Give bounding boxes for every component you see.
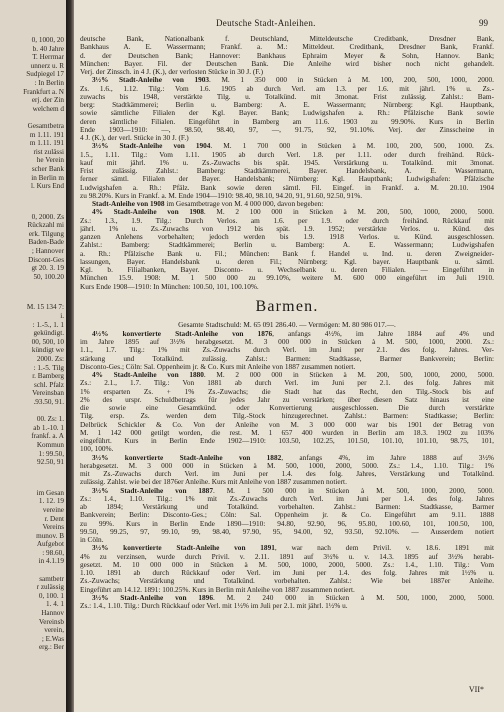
left-page-line: schl. Pfalz — [34, 380, 64, 389]
text-line: Zahlst.: Bamberg: Stadtkämmerei; Berlin u. Bamberg: A. E. Wassermann; Ludwigshafen — [80, 241, 494, 250]
text-line: gesetzt. M. 10 000 000 in Stücken à M. 500, 1000, 2000, 5000. Zs.: 1.4., 1.10. Tilg.: Vom — [80, 560, 494, 569]
text-line: berg: Stadtkämmerei; Berlin u. Bamberg: A. E. Wassermann; Nürnberg: Kgl. Hauptbank, — [80, 101, 494, 109]
left-page-line: : 1.-5., 1. 1 — [32, 320, 64, 329]
text-line: zu 99%. Kurs in Berlin Ende 1890—1910: 94.80, 92.90, 96, 95.80, 100.60, 101, 100.50, 100, — [80, 519, 494, 528]
left-page-line: Kommun — [36, 440, 64, 449]
left-page-line: l. Kurs End — [31, 182, 64, 191]
text-line: ab 1894; Verstärkung und Totalkünd. vorbehalten. Zahlst.: Barmen: Stadtkasse, Barmer — [80, 503, 494, 511]
text-line: 4 J. (K.), der verl. Stücke in 30 J. (F.) — [80, 134, 189, 142]
left-page-line: erg.: Ber — [38, 643, 64, 652]
section-title-barmen: Barmen. — [255, 297, 319, 315]
left-page-line: 50, 100.20 — [33, 272, 64, 281]
left-page-line — [2, 407, 64, 416]
text-line: 2% des urspr. Schuldbetrags für jedes Jahr zu verstärken; über diesen Satz hinaus ist eine — [80, 395, 494, 404]
left-page-line: i. — [60, 312, 64, 321]
left-page-line: Sudpiegel 17 — [26, 70, 64, 79]
left-page-line: Vereinsban — [32, 389, 64, 398]
text-line: Tilg. ersp. Zs. werden dem Tilg.-Stock hinzugerechnet. Zahlst.: Barmen: Stadtkasse; Berlin: — [80, 412, 494, 421]
left-page-line: : 1.-5. Tilg — [33, 363, 64, 372]
text-line: München 15.9. 1908: M. 1 500 000 zu 99.10%, weitere M. 600 000 eingeführt im Juli 1910. — [80, 274, 494, 283]
text-line: 1.10. 1891 ab durch Rückkauf oder Verl. im Juni per 1.4. des folg. Jahres mit 1½% u. — [80, 569, 494, 577]
text-line: Zs.: 1.3., 1.9. Tilg.: Durch Verlos. am 1.6. per 1.9. oder durch freihänd. Rückkauf mit — [80, 216, 494, 225]
text-line: Stadt-Anleihe von 1908 im Gesamtbetrage von M. 4 000 000, davon begeben: — [92, 200, 324, 208]
text-line: Kurs Ende 1908—1910: In München: 100.50, 101, 100.10%. — [80, 282, 259, 291]
text-line: zulässig. Zahlst. wie bei der 1876er Anleihe. Kurs mit Anleihe von 1887 zusammen notiert. — [80, 478, 347, 487]
text-line: 3½% konvertierte Stadt-Anleihe von 1891, war nach dem Privil. v. 18.6. 1891 mit — [92, 544, 494, 553]
left-page-line: Vereins — [42, 523, 64, 532]
text-line: deren sämtliche Filialen. Eingeführt in Bamberg am 11.6. 1903 zu 99.90%. Kurs in Berlin — [80, 117, 494, 126]
page-content — [80, 35, 494, 610]
left-page-line: Vereinsb — [38, 617, 64, 626]
left-page-line: 0, 100. 1 — [38, 591, 64, 600]
left-page-line: 00, 500, 10 — [31, 337, 64, 346]
text-line: zuwachs bis 1948, verstärkte Tilg. u. Totalkünd. mit 3monat. Frist zulässig. Zahlst.: Bam- — [80, 92, 494, 101]
left-page-line: 0, 2000. Zs — [31, 212, 64, 221]
left-page-line: im Gesan — [36, 488, 64, 497]
text-line: deutsche Bank, Nationalbank f. Deutschland, Mitteldeutsche Creditbank, Dresdner Bank, — [80, 35, 494, 43]
text-line: mit Zs.-Zuwachs durch Verl. im Juni per 1.4. des folg. Jahres, Verstärkung und Totalkünd. — [80, 470, 494, 478]
text-line: Ende 1903—1910: —, 98.50, 98.40, 97, —, 91.75, 92, 91.10%. Verj. der Zinsscheine in — [80, 125, 494, 134]
left-page-gap — [2, 281, 64, 303]
left-page-line: 1. 4. 1 — [46, 600, 64, 609]
left-page-fragment — [0, 0, 66, 712]
left-page-line: 2000. Zs: — [36, 355, 64, 363]
text-line: im Jahre 1895 auf 3½% herabgesetzt. M. 3 000 000 in Stücken à M. 500, 1000, 2000. Zs.: — [80, 338, 494, 346]
left-page-line: 0, 1000, 20 — [31, 36, 64, 44]
text-line: kauf mit jährl. 1% u. Zs.-Zuwachs bis spät. 1945. Verstärkung u. Totalkünd. mit 3monat. — [80, 158, 494, 167]
left-page-line: r. Bamberg — [32, 372, 64, 381]
left-page-line: Discont-Ges — [28, 255, 64, 264]
text-line: 3½% Stadt-Anleihe von 1904. M. 1 700 000 in Stücken à M. 100, 200, 500, 1000. Zs. — [92, 142, 494, 151]
text-line: M. 1 142 000 getilgt worden, die rest. M. 1 657 400 wurden in Berlin am 18.3. 1902 zu 103% — [80, 428, 494, 437]
left-page-line: T. Herrmar — [32, 53, 64, 62]
page-header — [74, 18, 494, 30]
text-line: 100, 100%. — [80, 445, 114, 454]
left-page-line: munov. B — [36, 531, 64, 540]
text-line: herabgesetzt. M. 3 000 000 in Stücken à M. 500, 1000, 2000, 5000. Zs.: 1.4., 1.10. Tilg.: 1% — [80, 461, 494, 470]
text-line: Zs. 1.6., 1.12. Tilg.: Vom 1.6. 1905 ab durch Verl. am 1.3. per 1.6. mit jährl. 1% u. Zs.- — [80, 84, 494, 93]
left-page-line: erj. der Zin — [31, 96, 64, 105]
left-page-line: 1: 99.50, — [38, 449, 64, 458]
left-page-line — [2, 566, 64, 575]
text-line: München: Bayer. Fil. der Deutschen Bank. Die Anleihe wird bisher noch nicht gehandelt. — [80, 59, 494, 68]
left-page-gap — [2, 467, 64, 489]
text-line: jährl. 1% u. Zs.-Zuwachs von 1912 bis spät. 1.9. 1952; verstärkte Verlos. u. Künd. des — [80, 224, 494, 233]
left-page-line: Hannov — [41, 609, 64, 618]
text-line: 3½% konvertierte Stadt-Anleihe von 1882, anfangs 4%, im Jahre 1888 auf 3½% — [92, 453, 494, 462]
left-page-line: in Berlin m — [31, 173, 64, 182]
page-number: 99 — [479, 18, 488, 28]
left-page-line: m 1.11. 191 — [29, 130, 64, 139]
left-page-line: M. 15 134 7: — [26, 303, 64, 312]
book-gutter — [66, 0, 74, 712]
left-page-line: rist zulässi — [33, 147, 64, 156]
right-page — [74, 0, 504, 712]
left-page-line: r zulässig — [36, 583, 64, 592]
left-page-line: b. 40 Jahre — [32, 44, 64, 53]
text-line: Bankhaus A. E. Wassermann; Frankf. a. M.: Mitteldeut. Creditbank, Dresdner Bank, Frankf. — [80, 43, 494, 52]
signature-mark: VII* — [468, 685, 484, 694]
left-page-line: r. Dent — [44, 514, 64, 523]
left-page-line: ab 1.-10. 1 — [33, 423, 64, 432]
left-page-gap — [2, 191, 64, 213]
left-page-line: ; E.Was — [41, 634, 64, 643]
left-page-line — [2, 113, 64, 122]
text-line: 4½% konvertierte Stadt-Anleihe von 1876, anfangs 4½%, im Jahre 1884 auf 4% und — [92, 329, 494, 338]
left-page-line: in 4.1.19 — [38, 557, 64, 566]
left-page-line: .93.50, 91. — [33, 397, 64, 406]
text-line: zu 98.20%. Kurs in Frankf. a. M. Ende 1904—1910: 98.40, 98.10, 94.20, 91, 91.60, 92.50, 91%. — [80, 191, 363, 200]
text-line: Kgl. b. Filialbanken, Bayer. Disconto- u. Wechselbank u. deren Filialen. — Eingeführt in — [80, 266, 494, 274]
text-line: die sowie eine Gesamtkünd. oder Konvertierung ausgeschlossen. Die durch verstärkte — [80, 404, 494, 412]
text-line: 1.1., 1.7. Tilg.: 1% mit Zs.-Zuwachs durch Verl. im Juni per 2.1. des folg. Jahres. Ver- — [80, 346, 494, 355]
left-page-line: scher Bank — [31, 164, 64, 173]
left-page-line: gt 20. 3. 19 — [31, 264, 64, 273]
text-line: stärkung und Totalkünd. zulässig. Zahlst.: Barmen: Stadtkasse, Barmer Bankverein; Berlin: — [80, 354, 494, 363]
left-page-line: welchem d — [32, 104, 64, 113]
left-page-line: unnerz u. R — [30, 61, 64, 70]
barmen-section-text — [80, 330, 494, 611]
left-page-line: erk. Tilgung — [28, 229, 64, 238]
text-line: Zs.: 1.4., 1.10. Tilg.: Durch Rückkauf oder Verl. mit 1½% im Juli per 2.1. mit jährl. 1½% u. — [80, 602, 348, 610]
text-line: 4% zu verzinsen, wurde durch Privil. v. 2.11. 1891 auf 3½% u. v. 14.3. 1895 auf 3½% herabt- — [80, 552, 494, 561]
text-line: 1% ersparten Zs. + 1% Zs.-Zuwachs; die Stadt hat das Recht, den Tilg.-Stock bis auf — [80, 387, 494, 396]
left-page-line: kündigt we — [31, 346, 64, 355]
left-page-line: m 1.11. 191 — [29, 139, 64, 148]
text-line: 4% Stadt-Anleihe von 1908. M. 2 100 000 in Stücken à M. 200, 500, 1000, 2000, 5000. — [92, 208, 494, 217]
left-page-line: samtbetr — [39, 574, 64, 583]
barmen-debt-summary: Gesamte Stadtschuld: M. 65 091 286.40. — Vermögen: M. 80 986 017.—. — [178, 319, 396, 329]
left-page-line: : 98.60, — [42, 548, 64, 557]
left-page-line: frankf. a. A — [31, 432, 64, 441]
left-page-line: Aufgebot — [36, 540, 64, 549]
text-line: 3½% Stadt-Anleihe von 1903. M. 1 350 000 in Stücken à M. 100, 200, 500, 1000, 2000. — [92, 76, 494, 85]
text-line: Delbrück Schickler & Co. Von der Anleihe von M. 3 000 000 war bis 1901 der Betrag von — [80, 420, 494, 429]
left-page-line: Gesamtbetra — [27, 121, 64, 130]
text-line: a. Rh.: Pfälzische Bank u. Fil.; München: Bank f. Handel u. Ind. u. deren Zweigneider- — [80, 249, 494, 258]
text-line: Bankverein; Berlin: Disconto-Ges.; Cöln: Sal. Oppenheim jr. & Co. Eingeführt am 9.11. 1888 — [80, 511, 494, 520]
text-line: Zs.: 1.4., 1.10. Tilg.: 1% mit Zs.-Zuwachs durch Verl. im Juni per 1.4. des folg. Jahres — [80, 494, 494, 503]
text-line: eingeführt. Kurs in Berlin Ende 1902—1910: 103.50, 102.25, 101.50, 101.10, 101.10, 98.75, 101, — [80, 437, 494, 445]
upper-section-text — [80, 35, 494, 291]
left-page-line: 1. 12. 19 — [38, 497, 64, 506]
text-line: Frist zulässig. Zahlst.: Bamberg: Stadtkämmerei, Bayer. Handelsbank, A. E. Wassermann, — [80, 167, 494, 175]
text-line: 4% Stadt-Anleihe von 1880. M. 2 000 000 in Stücken à M. 200, 500, 1000, 2000, 5000. — [92, 371, 494, 379]
running-title: Deutsche Stadt-Anleihen. — [216, 18, 316, 28]
text-line: 3½% Stadt-Anleihe von 1896. M. 2 240 000 in Stücken à M. 500, 1000, 2000, 5000. — [92, 593, 494, 602]
text-line: lassungen, Bayer. Handelsbank u. deren Fil.; Nürnberg: Kgl. bayer. Hauptbank u. sämtl. — [80, 257, 494, 266]
text-line: ganzen Anlehens vorbehalten; jedoch werden bis 1.9. 1918 Verlos. u. Künd. ausgeschlossen. — [80, 233, 494, 241]
text-line: Zs.-Zuwachs; Verstärkung und Totalkünd. vorbehalten. Zahlst.: Wie bei 1887er Anleihe. — [80, 577, 494, 586]
text-line: d. der Deutschen Bank; Hannover: Bankhaus Ephraim Meyer & Sohn, Hannov. Bank; — [80, 51, 494, 60]
text-line: 99.50, 99.25, 97, 99.10, 99, 98.40, 97.90, 95, 94.00, 92, 93.50, 92.10%. — Ausserdem notiert — [80, 527, 494, 536]
text-line: Disconto-Ges.; Cöln: Sal. Oppenheim jr. & Co. Kurs mit Anleihe von 1887 zusammen notiert. — [80, 362, 356, 371]
left-page-line: gekündigt. — [33, 329, 64, 338]
left-page-line: he Verein — [36, 156, 64, 165]
left-page-line: 00. Zs: 1. — [36, 415, 64, 424]
text-line: Ludwigshafen a. Rh.: Pfälz. Bank sowie deren sämtl. Fil. Eingef. in Frankf. a. M. 20.10. 1904 — [80, 183, 494, 192]
left-page-line: verein, — [44, 626, 64, 635]
left-page-line: Frankfurt a. N — [23, 87, 64, 96]
left-page-line: vereine — [42, 505, 64, 514]
text-line: sowie sämtliche Filialen der Kgl. Bayer. Bank; Ludwigshafen a. Rh.: Pfälzische Bank sowie — [80, 109, 494, 118]
left-page-line: Baden-Bade — [28, 238, 64, 247]
text-line: in Cöln. — [80, 536, 104, 544]
text-line: Zs.: 2.1., 1.7. Tilg.: Von 1881 ab durch Verl. im Juni per 2.1. des folg. Jahres mit — [80, 379, 494, 388]
left-page-line: 92.50, 91 — [37, 458, 64, 467]
text-line: 3½% Stadt-Anleihe von 1887. M. 1 500 000 in Stücken à M. 500, 1000, 2000, 5000. — [92, 486, 494, 495]
left-page-line: Rückzahl mi — [27, 221, 64, 230]
text-line: Verj. der Zinssch. in 4 J. (K.), der verlosten Stücke in 30 J. (F.) — [80, 68, 264, 76]
text-line: Eingeführt am 14.12. 1891: 100.25%. Kurs in Berlin mit Anleihe von 1887 zusammen notiert. — [80, 585, 355, 594]
left-page-text — [2, 36, 64, 652]
left-page-line: ; Hannover — [31, 247, 64, 256]
left-page-line: : In Berlin — [34, 78, 64, 87]
text-line: ferner sämtl. Filialen der Bayer. Handelsbank; Nürnberg: Kgl. Hauptbank; Ludwigshafen: Pfälzische — [80, 175, 494, 184]
text-line: 1.5., 1.11. Tilg.: Vom 1.11. 1905 ab durch Verl. 1.8. per 1.11. oder durch freihänd. Rück- — [80, 150, 494, 159]
